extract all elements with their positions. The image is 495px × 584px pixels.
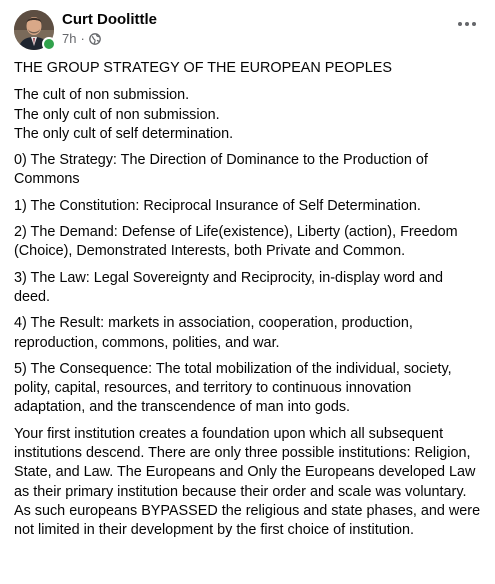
consequence-paragraph: 5) The Consequence: The total mobilization of the individual, society, polity, capital, resources, and territory to continuous innovation adaptation, and the transcendence of man into gods.: [14, 360, 452, 416]
author-name[interactable]: Curt Doolittle: [62, 11, 157, 28]
cult-line: The only cult of self determination.: [14, 125, 234, 142]
author-avatar[interactable]: [14, 10, 54, 50]
cult-lines: [14, 86, 482, 144]
institution-paragraph: Your first institution creates a foundation upon which all subsequent institutions descend. There are only three possible institutions: Religion, State, and Law. The Europeans and Only the Europeans developed Law as their primary institution because their order and scale was voluntary. As such europeans BYPASSED the religious and state phases, and were not limited in their development by the first choice of institution.: [14, 425, 481, 539]
law-paragraph: 3) The Law: Legal Sovereignty and Reciprocity, in-display word and deed.: [14, 269, 444, 305]
cult-line: The only cult of non submission.: [14, 106, 220, 123]
demand-paragraph: 2) The Demand: Defense of Life(existence), Liberty (action), Freedom (Choice), Demonstrated Interests, both Private and Common.: [14, 224, 458, 260]
more-options-button[interactable]: [453, 12, 481, 36]
meta-separator: ·: [80, 31, 85, 46]
post-header: [14, 10, 481, 52]
online-status-indicator: [42, 37, 56, 51]
more-horizontal-icon: [472, 22, 476, 26]
constitution-paragraph: 1) The Constitution: Reciprocal Insurance of Self Determination.: [14, 197, 421, 214]
globe-icon[interactable]: [89, 33, 101, 45]
result-paragraph: 4) The Result: markets in association, cooperation, production, reproduction, commons, polities, and war.: [14, 315, 413, 351]
post-timestamp[interactable]: 7h: [62, 31, 77, 46]
more-horizontal-icon: [465, 22, 469, 26]
strategy-paragraph: 0) The Strategy: The Direction of Dominance to the Production of Commons: [14, 152, 428, 188]
post-title: THE GROUP STRATEGY OF THE EUROPEAN PEOPLES: [14, 60, 392, 76]
more-horizontal-icon: [458, 22, 462, 26]
cult-line: The cult of non submission.: [14, 87, 190, 104]
post-content: [14, 59, 482, 548]
post-meta: [62, 31, 101, 46]
